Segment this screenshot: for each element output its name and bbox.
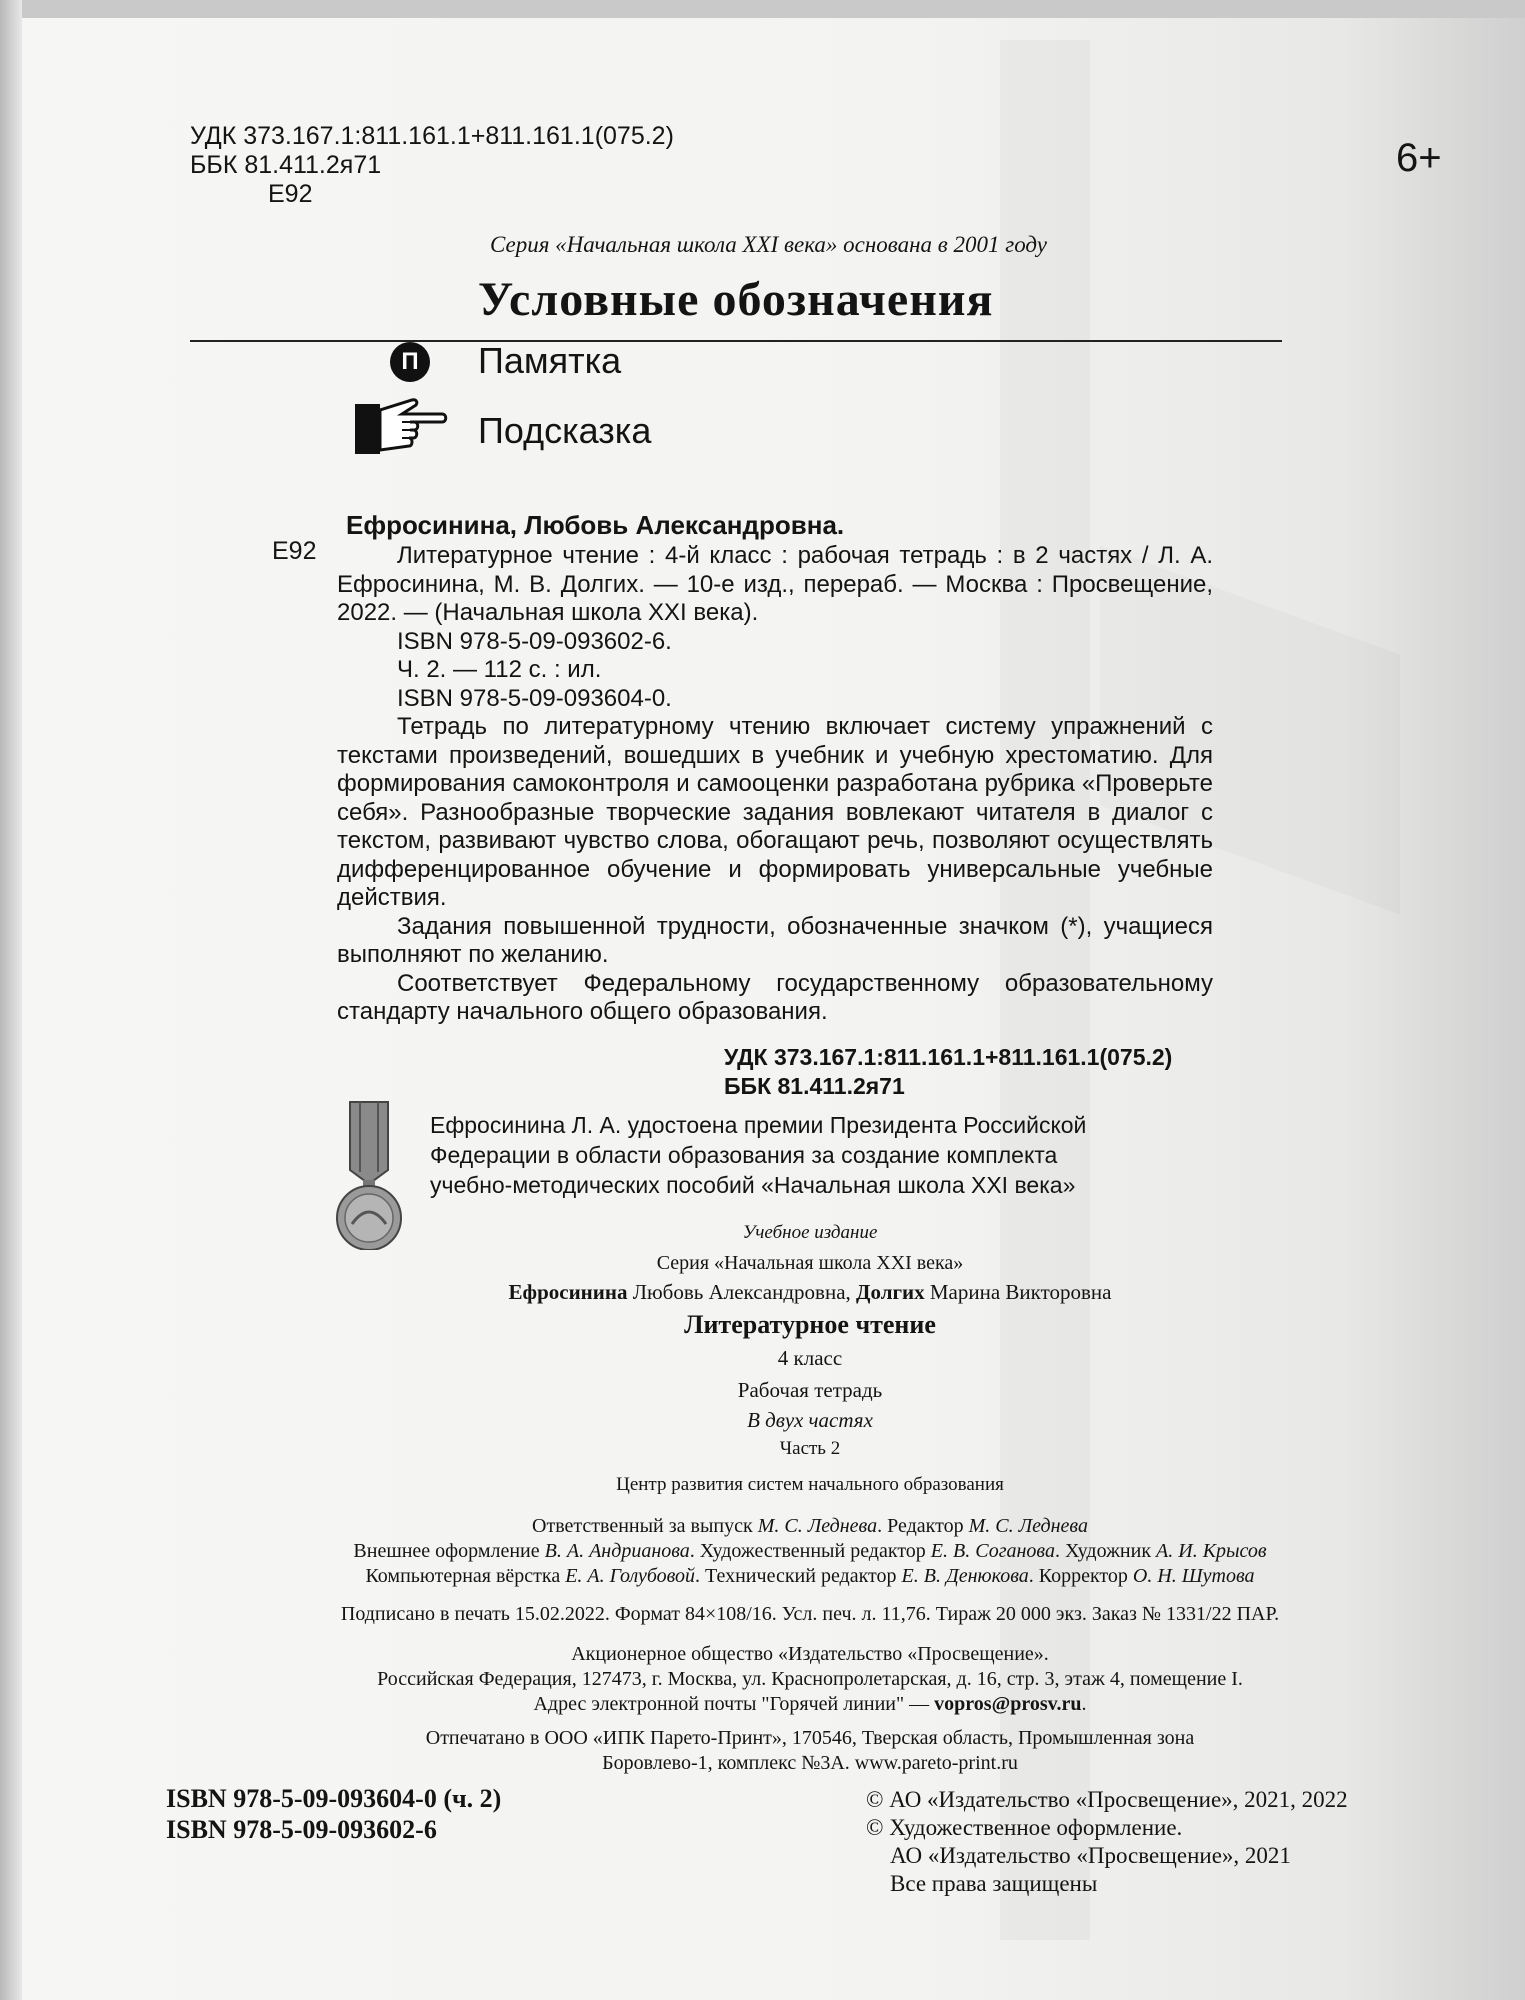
bbk-line: ББК 81.411.2я71 [724,1073,905,1099]
age-rating: 6+ [1396,136,1442,180]
award-line: учебно-методических пособий «Начальная школа XXI века» [430,1172,1076,1198]
credit-role: Внешнее оформление [353,1540,545,1562]
hint-label: Подсказка [478,410,652,451]
author-name: Любовь Александровна, [627,1280,857,1304]
edition-center: Центр развития систем начального образования [616,1474,1004,1495]
printer-info [200,1726,1420,1776]
udk-footer [724,1043,1172,1101]
hotline-label: Адрес электронной почты "Горячей линии" — [533,1693,935,1715]
publisher-info [200,1642,1420,1717]
scan-edge-top [0,0,1525,18]
author-surname: Ефросинина [508,1280,628,1304]
credit-role: . Редактор [877,1515,969,1537]
credit-role: . Художественный редактор [689,1540,931,1562]
edition-title: Литературное чтение [684,1310,936,1339]
credits-line [200,1514,1420,1539]
credits [200,1514,1420,1589]
edition-parts: В двух частях [747,1408,873,1432]
credit-role: . Художник [1054,1540,1157,1562]
publisher-line [200,1692,1420,1717]
copyright-line: © Художественное оформление. [866,1815,1183,1840]
abstract-paragraph: Соответствует Федеральному государственному образовательному стандарту начального общего образования. [337,969,1213,1025]
isbn-line: ISBN 978-5-09-093602-6 [166,1815,437,1844]
credit-role: . Технический редактор [695,1565,902,1587]
printer-line: Боровлево-1, комплекс №3А. www.pareto-print.ru [602,1752,1018,1774]
author-surname: Долгих [856,1280,925,1304]
credit-person: В. А. Андрианова [544,1540,690,1562]
copyright-line: © АО «Издательство «Просвещение», 2021, 2022 [866,1787,1348,1812]
memo-label: Памятка [478,340,622,381]
publisher-line: Акционерное общество «Издательство «Просвещение». [571,1643,1049,1665]
isbn-line: ISBN 978-5-09-093604-0. [397,684,672,712]
copyright-line: Все права защищены [890,1871,1098,1896]
author-code: Е92 [268,180,313,208]
credit-person: О. Н. Шутова [1132,1565,1255,1587]
print-info: Подписано в печать 15.02.2022. Формат 84×108/16. Усл. печ. л. 11,76. Тираж 20 000 экз. Заказ № 1331/22 ПАР. [340,1603,1280,1625]
description-text: Литературное чтение : 4-й класс : рабочая тетрадь : в 2 частях / Л. А. Ефросинина, М. В. Долгих. — 10-е изд., перераб. — Москва : Просвещение, 2022. — (Начальная школа XXI века). [337,542,1213,626]
credits-line [200,1564,1420,1589]
isbn-line: ISBN 978-5-09-093602-6. [397,627,672,655]
publisher-line: Российская Федерация, 127473, г. Москва, ул. Краснопролетарская, д. 16, стр. 3, этаж 4, помещение I. [377,1668,1243,1690]
author-heading: Ефросинина, Любовь Александровна. [346,510,845,540]
credit-person: М. С. Леднева [968,1515,1088,1537]
credit-person: Е. В. Денюкова [901,1565,1029,1587]
award-line: Ефросинина Л. А. удостоена премии Президента Российской [430,1112,1087,1138]
legend-title: Условные обозначения [478,273,994,326]
copyright-block [866,1786,1348,1898]
credit-person: Е. В. Соганова [930,1540,1055,1562]
copyright-line: АО «Издательство «Просвещение», 2021 [890,1843,1291,1868]
credit-person: М. С. Леднева [757,1515,878,1537]
edition-series: Серия «Начальная школа XXI века» [656,1252,964,1274]
udk-line: УДК 373.167.1:811.161.1+811.161.1(075.2) [190,122,674,150]
edition-part: Часть 2 [779,1438,841,1459]
bbk-line: ББК 81.411.2я71 [190,151,382,179]
award-note [430,1110,1086,1200]
part-info: Ч. 2. — 112 с. : ил. [397,656,602,683]
author-name: Марина Викторовна [924,1280,1112,1304]
abstract-paragraph: Задания повышенной трудности, обозначенные значком (*), учащиеся выполняют по желанию. [337,912,1213,968]
credit-role: Ответственный за выпуск [532,1515,758,1537]
credit-role: Компьютерная вёрстка [365,1565,566,1587]
credit-person: А. И. Крысов [1156,1540,1267,1562]
printer-line: Отпечатано в ООО «ИПК Парето-Принт», 170546, Тверская область, Промышленная зона [425,1727,1195,1749]
award-line: Федерации в области образования за создание комплекта [430,1142,1058,1168]
punctuation: . [1081,1693,1087,1715]
edition-grade: 4 класс [777,1346,843,1370]
bibliographic-description [337,542,1213,1027]
isbn-line: ISBN 978-5-09-093604-0 (ч. 2) [166,1784,502,1813]
edition-kind: Рабочая тетрадь [737,1378,883,1402]
isbn-block [166,1783,501,1845]
credits-line [200,1539,1420,1564]
credit-person: Е. А. Голубовой [565,1565,696,1587]
edition-type: Учебное издание [742,1222,878,1243]
author-code-left: Е92 [272,537,317,565]
pointing-hand-icon [350,392,450,462]
abstract-paragraph: Тетрадь по литературному чтению включает систему упражнений с текстами произведений, вошедших в учебник и учебную хрестоматию. Для формирования самоконтроля и самооценки разработана рубрика «Проверьте себя». Разнообразные творческие задания вовлекают читателя в диалог с текстом, развивают чувство слова, обогащают речь, позволяют осуществлять дифференцированное обучение и формировать универсальные учебные действия. [337,713,1213,911]
scan-edge-left [0,0,22,2000]
edition-authors [200,1280,1420,1305]
memo-icon: П [390,342,430,382]
legend-divider [190,340,1282,342]
udk-header [190,122,674,209]
udk-line: УДК 373.167.1:811.161.1+811.161.1(075.2) [724,1044,1173,1070]
series-note: Серия «Начальная школа XXI века» основана в 2001 году [490,232,1047,257]
hotline-email: vopros@prosv.ru [934,1693,1082,1715]
credit-role: . Корректор [1028,1565,1133,1587]
